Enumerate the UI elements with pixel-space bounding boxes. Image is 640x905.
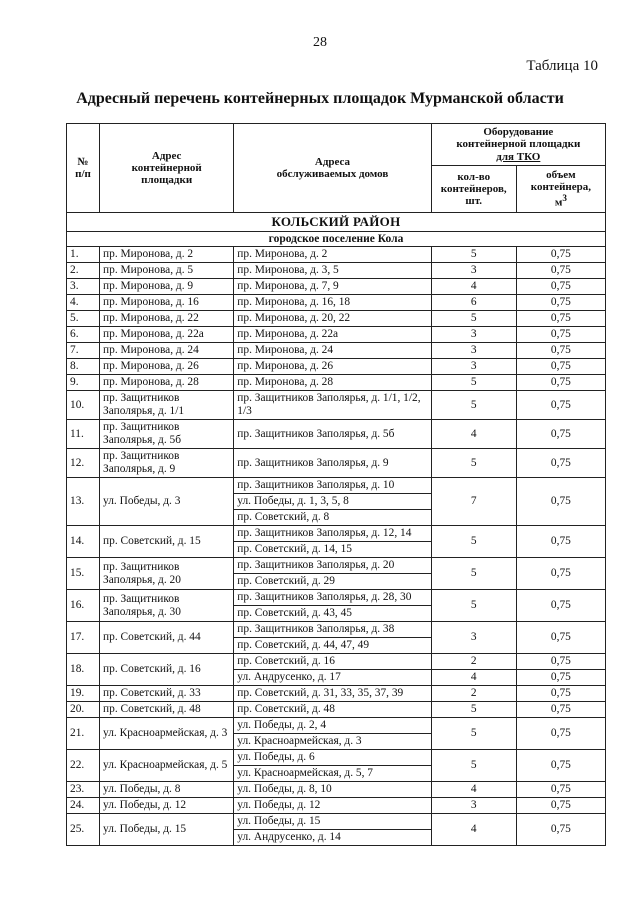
served-house: пр. Защитников Заполярья, д. 1/1, 1/2, 1/3 (234, 391, 431, 420)
served-house: ул. Победы, д. 8, 10 (234, 782, 431, 798)
site-address: пр. Советский, д. 16 (100, 654, 234, 686)
table-row (67, 420, 606, 449)
container-count: 5 (431, 558, 516, 590)
container-volume: 0,75 (516, 311, 605, 327)
table-row (67, 718, 606, 734)
row-number: 8. (67, 359, 100, 375)
site-address: пр. Советский, д. 44 (100, 622, 234, 654)
table-row (67, 702, 606, 718)
container-volume: 0,75 (516, 798, 605, 814)
site-address: ул. Красноармейская, д. 5 (100, 750, 234, 782)
served-house: ул. Красноармейская, д. 3 (234, 734, 431, 750)
site-address: пр. Миронова, д. 22а (100, 327, 234, 343)
container-volume: 0,75 (516, 478, 605, 526)
served-house: пр. Советский, д. 8 (234, 510, 431, 526)
container-count: 5 (431, 449, 516, 478)
row-number: 15. (67, 558, 100, 590)
container-count: 5 (431, 718, 516, 750)
row-number: 5. (67, 311, 100, 327)
row-number: 1. (67, 247, 100, 263)
row-number: 3. (67, 279, 100, 295)
container-count: 5 (431, 702, 516, 718)
header-num: № п/п (67, 124, 100, 213)
container-volume: 0,75 (516, 670, 605, 686)
served-house: пр. Миронова, д. 26 (234, 359, 431, 375)
served-house: ул. Победы, д. 2, 4 (234, 718, 431, 734)
container-volume: 0,75 (516, 420, 605, 449)
served-house: ул. Красноармейская, д. 5, 7 (234, 766, 431, 782)
site-address: пр. Миронова, д. 9 (100, 279, 234, 295)
table-row (67, 449, 606, 478)
site-address: пр. Миронова, д. 5 (100, 263, 234, 279)
table-row (67, 750, 606, 766)
site-address: ул. Победы, д. 8 (100, 782, 234, 798)
served-house: пр. Миронова, д. 16, 18 (234, 295, 431, 311)
served-house: ул. Победы, д. 15 (234, 814, 431, 830)
container-volume: 0,75 (516, 247, 605, 263)
container-volume: 0,75 (516, 654, 605, 670)
row-number: 12. (67, 449, 100, 478)
container-volume: 0,75 (516, 622, 605, 654)
container-volume: 0,75 (516, 702, 605, 718)
table-row (67, 279, 606, 295)
header-container-count: кол-во контейнеров, шт. (431, 166, 516, 213)
served-house: ул. Победы, д. 6 (234, 750, 431, 766)
site-address: пр. Миронова, д. 16 (100, 295, 234, 311)
row-number: 7. (67, 343, 100, 359)
container-volume: 0,75 (516, 327, 605, 343)
row-number: 16. (67, 590, 100, 622)
container-volume: 0,75 (516, 814, 605, 846)
row-number: 9. (67, 375, 100, 391)
header-volume-sup: 3 (562, 193, 567, 204)
container-count: 3 (431, 263, 516, 279)
served-house: пр. Советский, д. 43, 45 (234, 606, 431, 622)
row-number: 11. (67, 420, 100, 449)
served-house: пр. Защитников Заполярья, д. 28, 30 (234, 590, 431, 606)
header-equipment-under: для ТКО (496, 150, 541, 163)
row-number: 22. (67, 750, 100, 782)
container-count: 7 (431, 478, 516, 526)
settlement-row: городское поселение Кола (67, 232, 606, 247)
container-count: 4 (431, 279, 516, 295)
container-count: 3 (431, 343, 516, 359)
document-title: Адресный перечень контейнерных площадок Мурманской области (76, 90, 564, 107)
container-count: 5 (431, 311, 516, 327)
table-row (67, 391, 606, 420)
served-house: пр. Защитников Заполярья, д. 9 (234, 449, 431, 478)
site-address: пр. Миронова, д. 2 (100, 247, 234, 263)
container-count: 5 (431, 526, 516, 558)
site-address: пр. Защитников Заполярья, д. 30 (100, 590, 234, 622)
container-volume: 0,75 (516, 279, 605, 295)
row-number: 25. (67, 814, 100, 846)
header-volume-text: объем контейнера, м (530, 169, 592, 209)
row-number: 20. (67, 702, 100, 718)
served-house: пр. Советский, д. 31, 33, 35, 37, 39 (234, 686, 431, 702)
container-count: 3 (431, 798, 516, 814)
served-house: пр. Миронова, д. 2 (234, 247, 431, 263)
table-row (67, 263, 606, 279)
container-count: 4 (431, 814, 516, 846)
served-house: пр. Советский, д. 29 (234, 574, 431, 590)
served-house: пр. Миронова, д. 22а (234, 327, 431, 343)
site-address: пр. Советский, д. 33 (100, 686, 234, 702)
container-volume: 0,75 (516, 686, 605, 702)
served-house: пр. Миронова, д. 3, 5 (234, 263, 431, 279)
site-address: пр. Советский, д. 15 (100, 526, 234, 558)
table-row (67, 359, 606, 375)
container-count: 5 (431, 750, 516, 782)
container-volume: 0,75 (516, 449, 605, 478)
header-equipment (431, 124, 605, 166)
table-row (67, 311, 606, 327)
container-volume: 0,75 (516, 526, 605, 558)
served-house: ул. Андрусенко, д. 17 (234, 670, 431, 686)
table-row (67, 622, 606, 638)
container-sites-table (66, 123, 606, 846)
table-row (67, 343, 606, 359)
served-house: пр. Защитников Заполярья, д. 38 (234, 622, 431, 638)
container-volume: 0,75 (516, 750, 605, 782)
site-address: пр. Защитников Заполярья, д. 5б (100, 420, 234, 449)
row-number: 18. (67, 654, 100, 686)
container-volume: 0,75 (516, 343, 605, 359)
container-volume: 0,75 (516, 391, 605, 420)
container-volume: 0,75 (516, 782, 605, 798)
site-address: ул. Красноармейская, д. 3 (100, 718, 234, 750)
container-count: 5 (431, 590, 516, 622)
header-site-address: Адрес контейнерной площадки (100, 124, 234, 213)
served-house: пр. Советский, д. 44, 47, 49 (234, 638, 431, 654)
table-row (67, 558, 606, 574)
row-number: 21. (67, 718, 100, 750)
row-number: 17. (67, 622, 100, 654)
table-body (67, 213, 606, 846)
container-count: 4 (431, 670, 516, 686)
container-volume: 0,75 (516, 558, 605, 590)
served-house: ул. Победы, д. 1, 3, 5, 8 (234, 494, 431, 510)
row-number: 23. (67, 782, 100, 798)
row-number: 24. (67, 798, 100, 814)
container-volume: 0,75 (516, 375, 605, 391)
header-served-houses: Адреса обслуживаемых домов (234, 124, 431, 213)
site-address: пр. Защитников Заполярья, д. 20 (100, 558, 234, 590)
container-count: 4 (431, 420, 516, 449)
table-row (67, 590, 606, 606)
table-row (67, 526, 606, 542)
site-address: ул. Победы, д. 3 (100, 478, 234, 526)
served-house: пр. Советский, д. 14, 15 (234, 542, 431, 558)
page-number: 28 (313, 35, 327, 50)
site-address: пр. Миронова, д. 26 (100, 359, 234, 375)
site-address: пр. Миронова, д. 24 (100, 343, 234, 359)
container-count: 2 (431, 686, 516, 702)
container-volume: 0,75 (516, 718, 605, 750)
container-count: 2 (431, 654, 516, 670)
site-address: пр. Защитников Заполярья, д. 9 (100, 449, 234, 478)
header-container-volume (516, 166, 605, 213)
container-volume: 0,75 (516, 359, 605, 375)
row-number: 4. (67, 295, 100, 311)
served-house: пр. Миронова, д. 20, 22 (234, 311, 431, 327)
table-label: Таблица 10 (526, 58, 598, 74)
site-address: пр. Миронова, д. 22 (100, 311, 234, 327)
table-row (67, 798, 606, 814)
served-house: пр. Миронова, д. 28 (234, 375, 431, 391)
served-house: ул. Победы, д. 12 (234, 798, 431, 814)
table-row (67, 814, 606, 830)
served-house: пр. Защитников Заполярья, д. 20 (234, 558, 431, 574)
container-count: 4 (431, 782, 516, 798)
served-house: пр. Миронова, д. 7, 9 (234, 279, 431, 295)
served-house: пр. Советский, д. 16 (234, 654, 431, 670)
table-row (67, 375, 606, 391)
served-house: пр. Защитников Заполярья, д. 10 (234, 478, 431, 494)
container-count: 5 (431, 247, 516, 263)
row-number: 19. (67, 686, 100, 702)
container-volume: 0,75 (516, 590, 605, 622)
row-number: 10. (67, 391, 100, 420)
container-count: 3 (431, 327, 516, 343)
site-address: ул. Победы, д. 12 (100, 798, 234, 814)
container-count: 3 (431, 622, 516, 654)
site-address: пр. Советский, д. 48 (100, 702, 234, 718)
served-house: пр. Защитников Заполярья, д. 12, 14 (234, 526, 431, 542)
container-volume: 0,75 (516, 295, 605, 311)
header-equipment-top: Оборудование контейнерной площадки (456, 126, 581, 151)
served-house: пр. Миронова, д. 24 (234, 343, 431, 359)
table-row (67, 654, 606, 670)
container-count: 5 (431, 375, 516, 391)
table-row (67, 478, 606, 494)
served-house: пр. Советский, д. 48 (234, 702, 431, 718)
table-header (67, 124, 606, 213)
table-row (67, 295, 606, 311)
row-number: 2. (67, 263, 100, 279)
table-row (67, 782, 606, 798)
served-house: пр. Защитников Заполярья, д. 5б (234, 420, 431, 449)
row-number: 14. (67, 526, 100, 558)
container-count: 6 (431, 295, 516, 311)
site-address: пр. Защитников Заполярья, д. 1/1 (100, 391, 234, 420)
district-row: КОЛЬСКИЙ РАЙОН (67, 213, 606, 232)
row-number: 13. (67, 478, 100, 526)
container-volume: 0,75 (516, 263, 605, 279)
row-number: 6. (67, 327, 100, 343)
served-house: ул. Андрусенко, д. 14 (234, 830, 431, 846)
table-row (67, 247, 606, 263)
table-row (67, 327, 606, 343)
site-address: ул. Победы, д. 15 (100, 814, 234, 846)
site-address: пр. Миронова, д. 28 (100, 375, 234, 391)
table-row (67, 686, 606, 702)
container-count: 3 (431, 359, 516, 375)
container-count: 5 (431, 391, 516, 420)
